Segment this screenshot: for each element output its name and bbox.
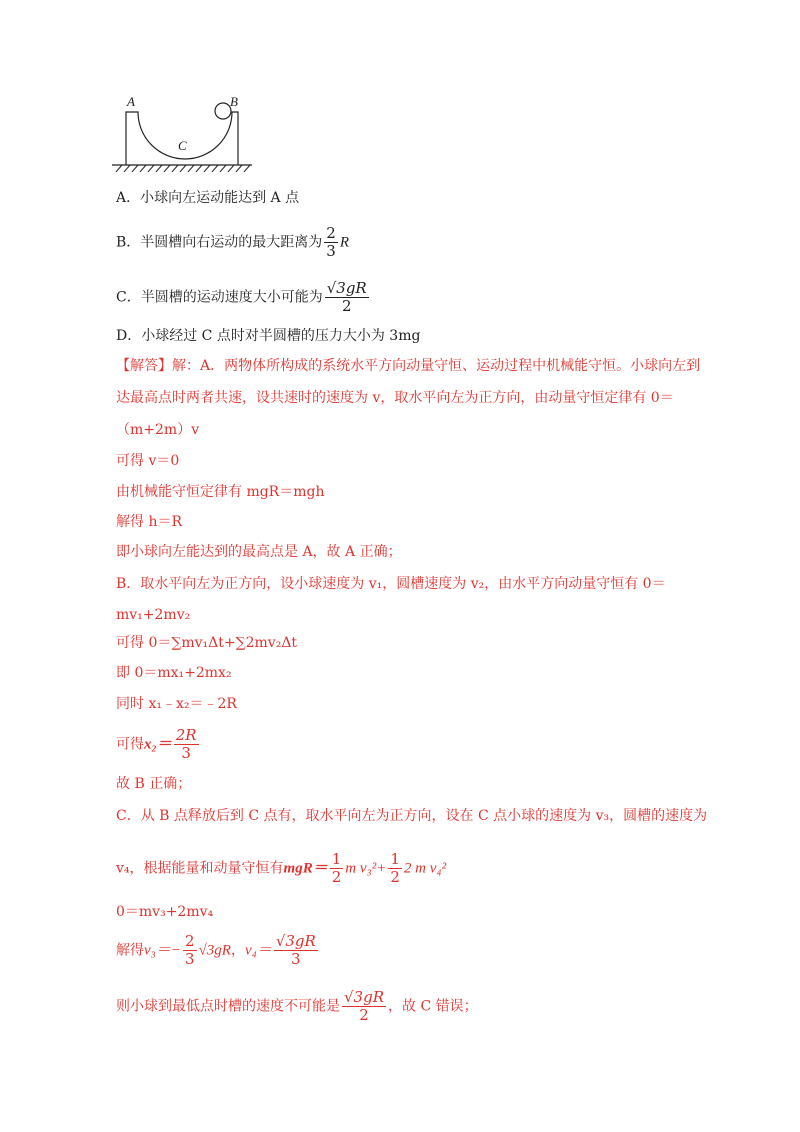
answer-line-3: （m+2m）v bbox=[116, 422, 200, 438]
answer-line-5: 由机械能守恒定律有 mgR＝mgh bbox=[116, 484, 325, 500]
answer-tag: 【解答】 bbox=[116, 358, 172, 374]
answer-line-6: 解得 h＝R bbox=[116, 514, 183, 530]
answer-line-14: 故 B 正确； bbox=[116, 776, 192, 792]
answer-line-1: 【解答】解：A．两物体所构成的系统水平方向动量守恒、运动过程中机械能守恒。小球向左到 bbox=[116, 358, 701, 374]
answer-line-18: 解得v₃＝− $\frac{2}{3}$ √3gR，v₄＝ $\frac{√3gR}{3}$ bbox=[116, 932, 316, 968]
answer-line-10: 可得 0＝∑mv₁Δt+∑2mv₂Δt bbox=[116, 635, 298, 651]
answer-line-12: 同时 x₁﹣x₂＝﹣2R bbox=[116, 696, 237, 712]
answer-line-17: 0＝mv₃+2mv₄ bbox=[116, 904, 214, 920]
answer-line-19: 则小球到最低点时槽的速度不可能是 $\frac{√3gR}{2}$ ，故 C 错误； bbox=[116, 988, 478, 1024]
label-a: A bbox=[127, 94, 135, 109]
label-c: C bbox=[178, 138, 187, 153]
answer-line-8: B．取水平向左为正方向，设小球速度为 v₁，圆槽速度为 v₂，由水平方向动量守恒有 0＝ bbox=[116, 576, 666, 592]
answer-line-7: 即小球向左能达到的最高点是 A，故 A 正确； bbox=[116, 544, 402, 560]
answer-line-13: 可得x₂＝ $\frac{2R}{3}$ bbox=[116, 726, 197, 762]
answer-line-15: C．从 B 点释放后到 C 点有，取水平向左为正方向，设在 C 点小球的速度为 v₃，圆槽的速度为 bbox=[116, 808, 708, 824]
answer-line-9: mv₁+2mv₂ bbox=[116, 607, 191, 623]
option-a: A．小球向左运动能达到 A 点 bbox=[116, 190, 300, 206]
answer-line-2: 达最高点时两者共速，设共速时的速度为 v，取水平向左为正方向，由动量守恒定律有 0＝ bbox=[116, 390, 674, 406]
answer-line-4: 可得 v＝0 bbox=[116, 453, 180, 469]
option-b: B．半圆槽向右运动的最大距离为 $\frac{2}{3}$ R bbox=[116, 224, 350, 260]
ball bbox=[215, 103, 231, 119]
option-d: D．小球经过 C 点时对半圆槽的压力大小为 3mg bbox=[116, 328, 421, 344]
answer-line-16: v₄，根据能量和动量守恒有mgR＝ $\frac{1}{2}$ m v₃²+ $\frac{1}{2}$ 2 m v₄² bbox=[116, 850, 447, 886]
option-c: C．半圆槽的运动速度大小可能为 $\frac{√3gR}{2}$ bbox=[116, 279, 367, 315]
label-b: B bbox=[230, 94, 238, 109]
answer-line-11: 即 0＝mx₁+2mx₂ bbox=[116, 665, 232, 681]
half-cylinder-groove-figure bbox=[112, 92, 252, 172]
